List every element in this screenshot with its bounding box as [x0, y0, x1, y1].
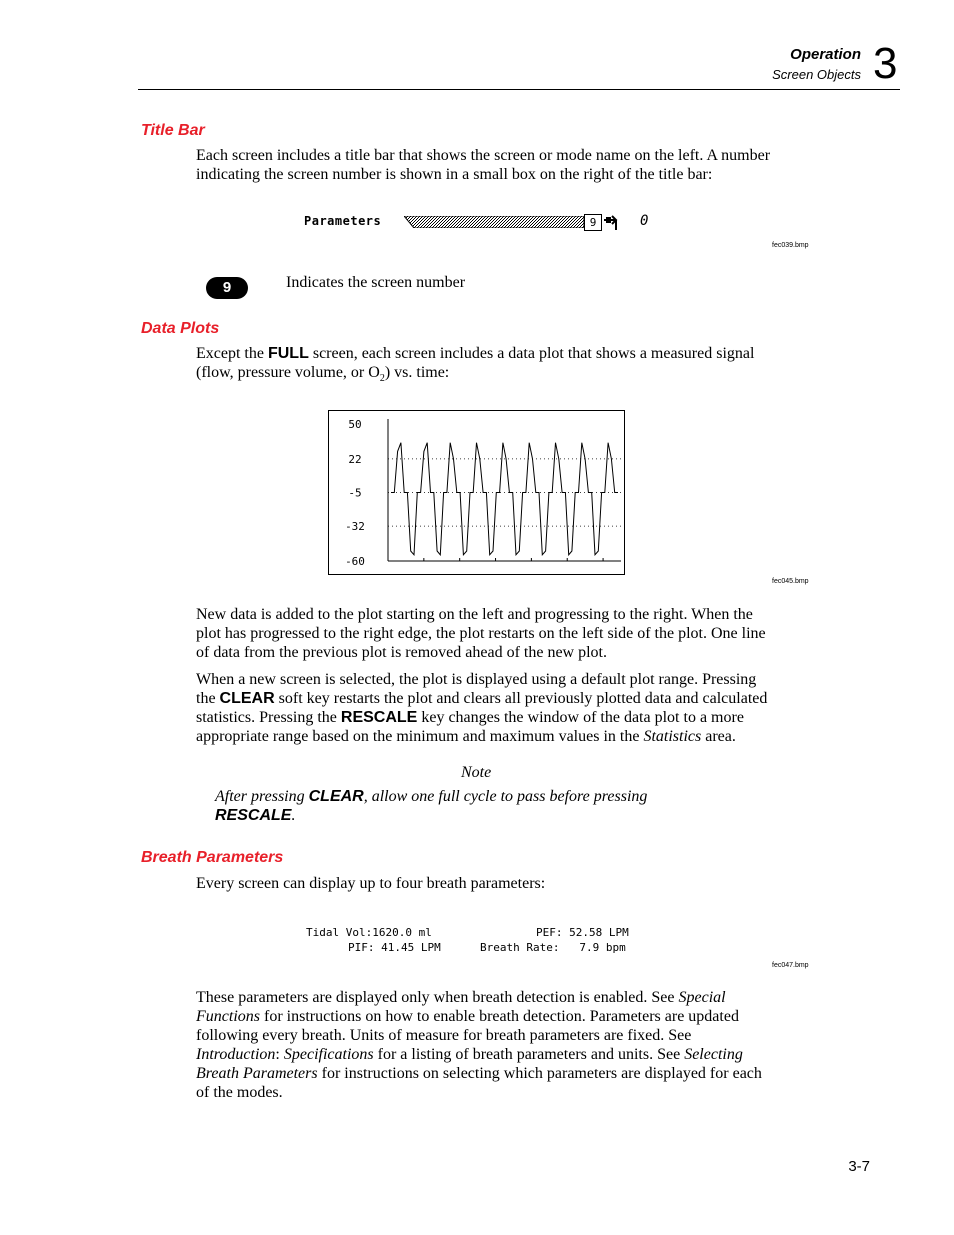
plot-y-tick-label: -32	[345, 520, 365, 534]
breath-parameters-paragraph	[196, 988, 836, 1102]
p3-line-4: appropriate range based on the minimum and maximum values in the Statistics area.	[196, 728, 736, 745]
kw-full: FULL	[267, 345, 309, 362]
plot-series-line	[391, 443, 618, 555]
heading-data-plots: Data Plots	[141, 320, 220, 337]
data-plots-line-1: Except the FULL screen, each screen includes a data plot that shows a measured signal	[196, 345, 755, 362]
callout-text: Indicates the screen number	[286, 274, 466, 291]
bp-line-1: These parameters are displayed only when breath detection is enabled. See Special	[196, 989, 726, 1006]
title-bar-figure	[304, 212, 664, 234]
title-bar-end-glyph: 0	[640, 213, 649, 229]
kw-clear: CLEAR	[219, 690, 275, 707]
title-bar-screen-name: Parameters	[304, 214, 382, 228]
p3-line-2: the CLEAR soft key restarts the plot and clears all previously plotted data and calculated	[196, 690, 768, 707]
title-bar-status-icon	[604, 214, 634, 232]
plot-y-tick-label: -5	[348, 486, 362, 500]
bp-line-2: Functions for instructions on how to enable breath detection. Parameters are updated	[196, 1008, 739, 1025]
fig-label-fec039: fec039.bmp	[772, 242, 809, 249]
data-plot-chart	[329, 411, 624, 574]
title-bar-paragraph	[196, 146, 816, 184]
title-bar-line-2: indicating the screen number is shown in a small box on the right of the title bar:	[196, 166, 713, 183]
fig-label-fec047: fec047.bmp	[772, 962, 809, 969]
header-section: Operation	[790, 46, 861, 63]
data-plots-paragraph-2	[196, 605, 836, 662]
p2-line-1: New data is added to the plot starting on the left and progressing to the right. When the	[196, 606, 753, 623]
note-kw-clear: CLEAR	[308, 788, 364, 805]
data-plots-line-2: (flow, pressure volume, or $O_2$) vs. time:	[196, 364, 450, 385]
header-rule	[138, 89, 900, 90]
data-plots-paragraph-3	[196, 670, 836, 746]
note-line-1: After pressing CLEAR, allow one full cycle to pass before pressing	[215, 788, 648, 805]
p3-line-3: statistics. Pressing the RESCALE key changes the window of the data plot to a more	[196, 709, 744, 726]
bp-line-3: following every breath. Units of measure for breath parameters are fixed. See	[196, 1027, 692, 1044]
fig-label-fec045: fec045.bmp	[772, 578, 809, 585]
bp-line-6: of the modes.	[196, 1084, 283, 1101]
p3-line-1: When a new screen is selected, the plot is displayed using a default plot range. Pressing	[196, 671, 757, 688]
title-bar-hatch	[404, 216, 584, 228]
plot-y-tick-label: 50	[348, 418, 362, 431]
kw-rescale: RESCALE	[340, 709, 418, 726]
p2-line-3: of data from the previous plot is removed ahead of the new plot.	[196, 644, 607, 661]
note-body	[215, 787, 775, 825]
bp-line-5: Breath Parameters for instructions on selecting which parameters are displayed for each	[196, 1065, 762, 1082]
param-breath-rate: Breath Rate: 7.9 bpm	[480, 941, 626, 954]
header-subsection: Screen Objects	[772, 67, 861, 82]
note-line-2: RESCALE.	[215, 807, 296, 824]
heading-title-bar: Title Bar	[141, 122, 205, 139]
data-plot-frame	[328, 410, 625, 575]
title-bar-line-1: Each screen includes a title bar that shows the screen or mode name on the left. A number	[196, 147, 771, 164]
heading-breath-parameters: Breath Parameters	[141, 849, 284, 866]
data-plots-paragraph-1	[196, 344, 836, 388]
breath-parameters-intro: Every screen can display up to four breath parameters:	[196, 875, 546, 892]
callout-badge: 9	[206, 277, 248, 299]
note-kw-rescale: RESCALE	[215, 807, 292, 824]
chapter-number: 3	[873, 39, 898, 88]
plot-y-tick-label: 22	[348, 452, 362, 466]
plot-y-tick-label: -60	[345, 555, 365, 568]
param-pef: PEF: 52.58 LPM	[536, 926, 629, 939]
bp-line-4: Introduction: Specifications for a listing of breath parameters and units. See Selecting	[196, 1046, 743, 1063]
param-pif: PIF: 41.45 LPM	[348, 941, 441, 954]
note-title: Note	[461, 764, 492, 781]
p2-line-2: plot has progressed to the right edge, the plot restarts on the left side of the plot. One line	[196, 625, 766, 642]
param-tidal-vol: Tidal Vol:1620.0 ml	[306, 926, 432, 939]
page-number: 3-7	[848, 1158, 870, 1175]
title-bar-screen-number-box: 9	[584, 214, 602, 231]
